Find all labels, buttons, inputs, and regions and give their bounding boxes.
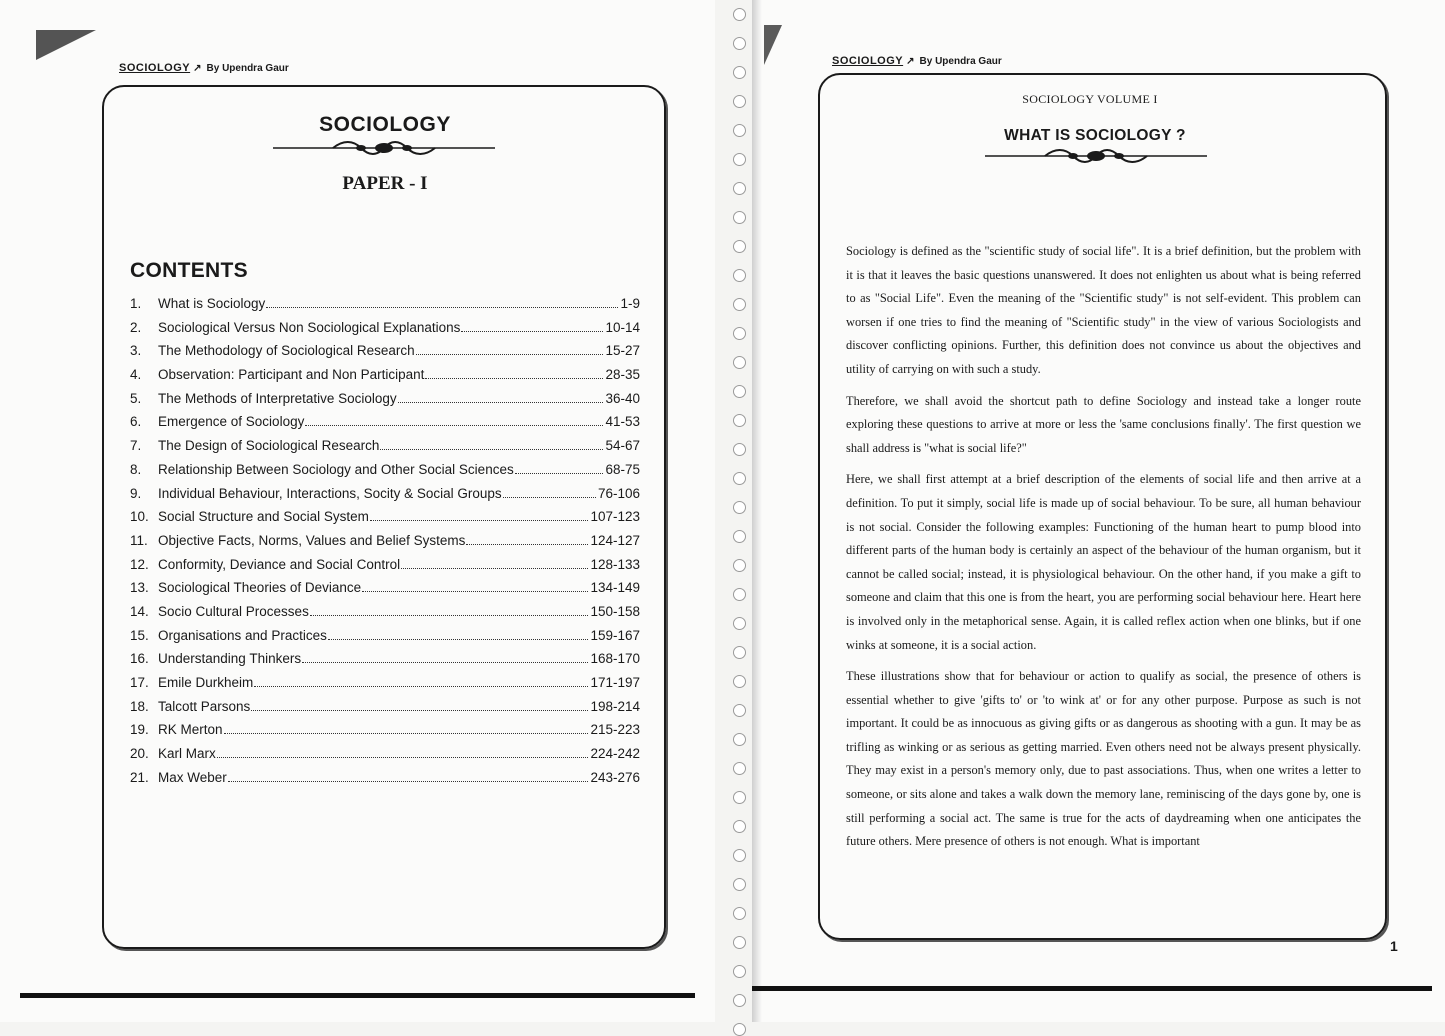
binding-ring [733, 95, 746, 108]
binding-ring [733, 356, 746, 369]
toc-title: The Methodology of Sociological Research [158, 343, 415, 359]
toc-leader [302, 662, 588, 663]
toc-title: Understanding Thinkers [158, 651, 302, 667]
toc-number: 15. [130, 627, 149, 643]
body-paragraph: Therefore, we shall avoid the shortcut path to define Sociology and instead take a longer route exploring these questions to arrive at more or less the 'same conclusions finally'. The first question we shall address is "what is social life?" [846, 393, 1361, 455]
toc-leader [461, 331, 603, 332]
toc-leader [380, 449, 603, 450]
toc-entry [130, 367, 640, 391]
toc-pages: 76-106 [597, 485, 640, 501]
toc-number: 6. [130, 414, 142, 430]
toc-pages: 243-276 [590, 769, 640, 785]
binding-ring [733, 124, 746, 137]
toc-leader [217, 757, 589, 758]
header-brand: SOCIOLOGY [832, 55, 904, 67]
binding-ring [733, 443, 746, 456]
table-of-contents [130, 296, 640, 793]
toc-pages: 1-9 [620, 296, 640, 311]
toc-pages: 128-133 [590, 556, 640, 572]
toc-title: Max Weber [158, 769, 227, 785]
binding-ring [733, 559, 746, 572]
bottom-rule [752, 986, 1432, 991]
body-paragraph: Sociology is defined as the "scientific study of social life". It is a brief definition, but the problem with it is that it leaves the basic questions unanswered. It does not enlighten us about what is being referred to as "Social Life". Even the meaning of the "Scientific study" is not self-evident. This problem can worsen if one tries to find the meaning of "Scientific study" in the view of various Sociologists and discover conflicting opinions. Further, this definition does not convince us about the objectives and utility of carrying on with such a study. [846, 244, 1361, 376]
binding-ring [733, 617, 746, 630]
binding-ring [733, 8, 746, 21]
toc-title: Sociological Theories of Deviance [158, 580, 362, 596]
binding-ring [733, 994, 746, 1007]
toc-number: 11. [130, 532, 148, 548]
toc-number: 20. [130, 746, 149, 762]
toc-title: Sociological Versus Non Sociological Explanations [158, 319, 461, 335]
toc-leader [266, 307, 618, 308]
toc-number: 5. [130, 390, 142, 406]
toc-pages: 15-27 [605, 343, 640, 359]
toc-number: 8. [130, 461, 142, 477]
binding-ring [733, 675, 746, 688]
toc-title: Karl Marx [158, 746, 216, 762]
toc-title: Organisations and Practices [158, 627, 327, 643]
toc-entry [130, 320, 640, 344]
binding-ring [733, 791, 746, 804]
right-header [832, 55, 1002, 67]
arrow-icon: ↗ [906, 56, 915, 67]
toc-number: 10. [130, 509, 149, 525]
toc-leader [515, 473, 604, 474]
toc-title: The Methods of Interpretative Sociology [158, 390, 397, 406]
toc-title: Relationship Between Sociology and Other Social Sciences [158, 461, 514, 477]
binding-ring [733, 646, 746, 659]
header-author: By Upendra Gaur [206, 63, 289, 74]
toc-leader [401, 568, 588, 569]
binding-ring [733, 153, 746, 166]
binding-ring [733, 965, 746, 978]
toc-leader [425, 378, 603, 379]
toc-leader [328, 639, 589, 640]
toc-leader [305, 425, 603, 426]
ornament-divider [273, 138, 495, 158]
toc-number: 1. [130, 296, 142, 311]
toc-pages: 124-127 [590, 532, 640, 548]
toc-entry [130, 557, 640, 581]
binding-ring [733, 472, 746, 485]
toc-entry [130, 699, 640, 723]
toc-entry [130, 438, 640, 462]
toc-pages: 215-223 [590, 722, 640, 738]
chapter-title: WHAT IS SOCIOLOGY ? [1004, 127, 1186, 144]
toc-number: 12. [130, 556, 149, 572]
toc-pages: 28-35 [605, 367, 640, 383]
arrow-icon: ↗ [193, 63, 202, 74]
toc-number: 17. [130, 675, 149, 690]
body-text [846, 240, 1361, 862]
toc-number: 21. [130, 769, 149, 785]
binding-ring [733, 211, 746, 224]
toc-number: 19. [130, 722, 149, 738]
toc-leader [398, 402, 604, 403]
toc-entry [130, 604, 640, 628]
binding-ring [733, 240, 746, 253]
toc-pages: 134-149 [590, 580, 640, 596]
toc-title: Conformity, Deviance and Social Control [158, 556, 401, 572]
toc-pages: 36-40 [605, 390, 640, 406]
binding-ring [733, 588, 746, 601]
toc-pages: 171-197 [590, 675, 640, 690]
toc-pages: 41-53 [605, 414, 640, 430]
page-title: SOCIOLOGY [319, 113, 451, 136]
toc-entry [130, 486, 640, 510]
volume-label: SOCIOLOGY VOLUME I [1022, 92, 1158, 106]
toc-leader [416, 354, 604, 355]
binding-ring [733, 849, 746, 862]
toc-number: 18. [130, 698, 149, 714]
toc-pages: 168-170 [590, 651, 640, 667]
toc-leader [362, 591, 588, 592]
header-brand: SOCIOLOGY [119, 62, 191, 74]
body-paragraph: These illustrations show that for behaviour or action to qualify as social, the presence of others is essential whether to give 'gifts to' or 'to wink at' or for any other purpose. Purpose as such is not important. It could be as innocuous as giving gifts or as dangerous as shooting with a gun. It may be as trifling as winking or as serious as getting married. Even others need not be always present physically. They may exist in a person's memory only, due to past associations. Thus, when one writes a letter to someone, or sits alone and takes a walk down the memory lane, reminiscing of the days gone by, one is still performing a social act. The same is true for the acts of daydreaming when one anticipates the future others. Mere presence of others is not enough. What is important [846, 669, 1361, 849]
toc-number: 3. [130, 343, 142, 359]
binding-ring [733, 907, 746, 920]
binding-ring [733, 878, 746, 891]
binding-ring [733, 269, 746, 282]
toc-title: The Design of Sociological Research [158, 438, 380, 454]
paper-title: PAPER - I [342, 173, 428, 194]
toc-title: Observation: Participant and Non Participant [158, 367, 425, 383]
toc-leader [466, 544, 588, 545]
toc-entry [130, 675, 640, 699]
binding-ring [733, 936, 746, 949]
toc-entry [130, 580, 640, 604]
toc-pages: 198-214 [590, 698, 640, 714]
left-header [119, 62, 289, 74]
toc-title: Individual Behaviour, Interactions, Socity & Social Groups [158, 485, 502, 501]
binding-ring [733, 37, 746, 50]
toc-title: Social Structure and Social System [158, 509, 369, 525]
toc-entry [130, 533, 640, 557]
binding-ring [733, 298, 746, 311]
binding-ring [733, 733, 746, 746]
toc-entry [130, 746, 640, 770]
binding-ring [733, 704, 746, 717]
bottom-rule [20, 993, 695, 998]
toc-leader [251, 710, 588, 711]
toc-leader [503, 497, 596, 498]
toc-leader [224, 733, 589, 734]
toc-leader [228, 781, 589, 782]
toc-entry [130, 651, 640, 675]
binding-ring [733, 501, 746, 514]
toc-number: 7. [130, 438, 142, 454]
binding-ring [733, 820, 746, 833]
toc-entry [130, 296, 640, 320]
toc-entry [130, 509, 640, 533]
binding-ring [733, 182, 746, 195]
body-paragraph: Here, we shall first attempt at a brief description of the elements of social life and then arrive at a definition. To put it simply, social life is made up of social behaviour. To be sure, all human behaviour is not social. Consider the following examples: Functioning of the human heart to pump blood into different parts of the human body is certainly an aspect of the behaviour of the human organism, but it cannot be called social; instead, it is physiological behaviour. On the other hand, if you make a gift to someone and claim that this one is from the heart, you are performing social behaviour here. Heart here is involved only in the metaphorical sense. Again, it is called reflex action when one blinks, but if one winks at someone, it is a social action. [846, 472, 1361, 652]
toc-leader [254, 686, 588, 687]
toc-title: RK Merton [158, 722, 223, 738]
corner-shadow [36, 30, 96, 60]
toc-title: Talcott Parsons [158, 698, 251, 714]
toc-entry [130, 391, 640, 415]
corner-shadow [764, 25, 782, 65]
toc-title: Socio Cultural Processes [158, 603, 309, 619]
header-author: By Upendra Gaur [919, 56, 1002, 67]
ornament-divider [985, 146, 1207, 166]
toc-leader [370, 520, 589, 521]
binding-ring [733, 66, 746, 79]
toc-number: 16. [130, 651, 149, 667]
toc-number: 14. [130, 603, 149, 619]
binding-ring [733, 762, 746, 775]
toc-number: 9. [130, 485, 142, 501]
spine-shadow [752, 0, 762, 1022]
toc-pages: 159-167 [590, 627, 640, 643]
toc-pages: 54-67 [605, 438, 640, 454]
toc-title: What is Sociology [158, 296, 266, 311]
toc-leader [310, 615, 589, 616]
toc-entry [130, 414, 640, 438]
toc-entry [130, 462, 640, 486]
contents-heading: CONTENTS [130, 259, 248, 282]
toc-title: Emergence of Sociology [158, 414, 305, 430]
binding-ring [733, 1023, 746, 1036]
toc-number: 4. [130, 367, 142, 383]
toc-title: Emile Durkheim [158, 675, 254, 690]
toc-pages: 224-242 [590, 746, 640, 762]
toc-pages: 68-75 [605, 461, 640, 477]
binding-ring [733, 327, 746, 340]
toc-number: 13. [130, 580, 149, 596]
binding-ring [733, 530, 746, 543]
toc-entry [130, 343, 640, 367]
spiral-binding [728, 0, 750, 1022]
toc-number: 2. [130, 319, 142, 335]
binding-ring [733, 414, 746, 427]
toc-entry [130, 722, 640, 746]
toc-pages: 107-123 [590, 509, 640, 525]
page-number: 1 [1390, 938, 1398, 954]
toc-entry [130, 628, 640, 652]
toc-pages: 10-14 [605, 319, 640, 335]
toc-pages: 150-158 [590, 603, 640, 619]
binding-ring [733, 385, 746, 398]
toc-entry [130, 770, 640, 794]
toc-title: Objective Facts, Norms, Values and Belief Systems [158, 532, 466, 548]
